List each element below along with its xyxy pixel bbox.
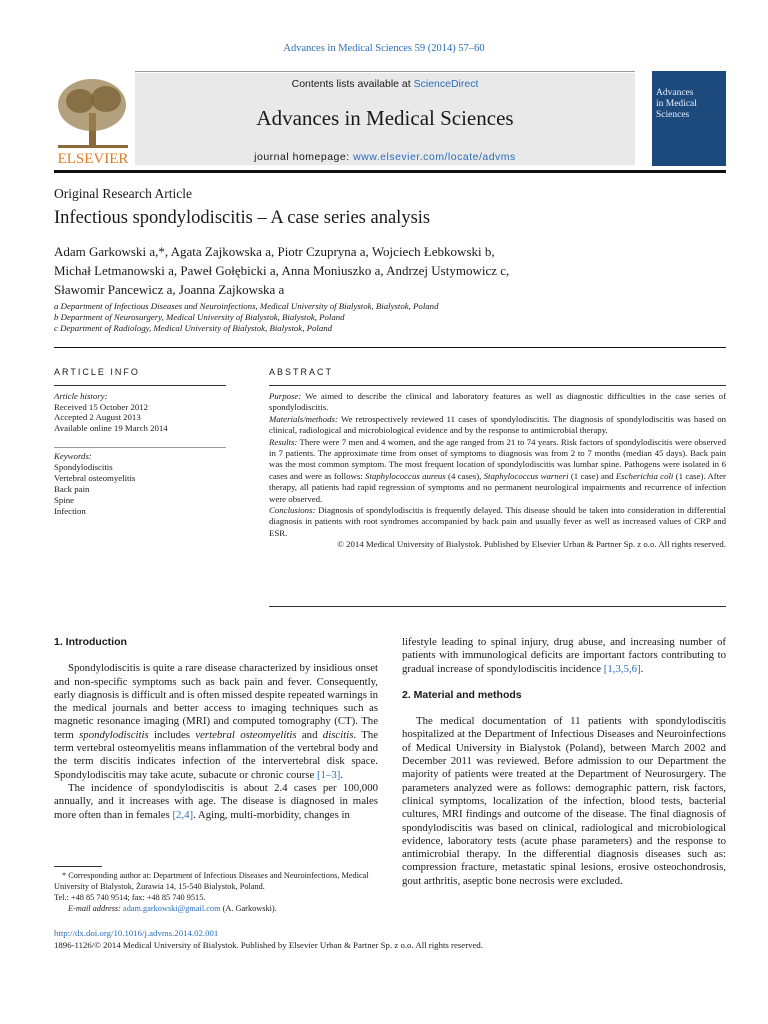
header-divider <box>135 71 635 72</box>
online-date: Available online 19 March 2014 <box>54 422 168 433</box>
keyword: Spondylodiscitis <box>54 462 113 472</box>
author-line: Sławomir Pancewicz a, Joanna Zajkowska a <box>54 282 285 297</box>
citation-link[interactable]: [2,4] <box>172 808 194 821</box>
abstract-heading: ABSTRACT <box>269 367 334 377</box>
history-label: Article history: <box>54 391 108 401</box>
keyword: Vertebral osteomyelitis <box>54 473 136 483</box>
contents-line <box>135 78 635 90</box>
abstract-copyright: © 2014 Medical University of Bialystok. Published by Elsevier Urban & Partner Sp. z o.o. All rights reserved. <box>337 539 726 550</box>
homepage-link[interactable]: www.elsevier.com/locate/advms <box>353 151 516 163</box>
article-info-rule <box>54 385 226 386</box>
keyword: Infection <box>54 506 86 516</box>
author-line: Michał Letmanowski a, Paweł Gołębicki a, Anna Moniuszko a, Andrzej Ustymowicz c, <box>54 263 510 278</box>
cover-title-line: Sciences <box>656 110 690 120</box>
affiliation-a: a Department of Infectious Diseases and Neuroinfections, Medical University of Bialystok, Bialystok, Poland <box>54 301 439 311</box>
body-paragraph: The incidence of spondylodiscitis is about 2.4 cases per 100,000 annually, and it increases with age. The disease is diagnosed in males more often than in females [2,4]. Aging, multi-morbidity, changes in <box>54 781 378 821</box>
journal-cover-title <box>656 88 697 121</box>
citation-link[interactable]: [1–3] <box>316 768 341 781</box>
section-rule <box>54 347 726 348</box>
publisher-wordmark: ELSEVIER <box>57 151 129 167</box>
doi-link[interactable]: http://dx.doi.org/10.1016/j.advms.2014.02.001 <box>54 928 219 938</box>
article-type: Original Research Article <box>54 186 192 201</box>
body-column-right <box>402 636 726 888</box>
footnote-phone: Tel.: +48 85 740 9514; fax: +48 85 740 9515. <box>54 893 206 902</box>
abstract-rule <box>269 385 726 386</box>
sciencedirect-link[interactable]: ScienceDirect <box>413 78 479 90</box>
cover-title-line: in Medical <box>656 99 697 109</box>
abstract-results: Results: There were 7 men and 4 women, and the age ranged from 21 to 74 years. Risk factors of spondylodiscitis were observed in 7 patients. The approximate time from onset of symptoms to diagnosis was from 2 to 7 months (median 45 days). Back pain was the most common symptom. The most frequent location of spondylodiscitis was lumbar spine. Pathogens were isolated in 6 cases and were as follows: Staphylococcus aureus (4 cases), Staphylococcus warneri (1 case) and Escherichia coli (1 case). After therapy, all patients had rapid regression of symptoms and no permanent neurological impairments and recurrence of infection were observed. <box>269 436 726 504</box>
section-heading-introduction: 1. Introduction <box>54 636 127 648</box>
cover-title-line: Advances <box>656 88 694 98</box>
keywords-label: Keywords: <box>54 451 92 461</box>
body-paragraph: Spondylodiscitis is quite a rare disease characterized by insidious onset and non-specific symptoms such as back pain and fever. Consequently, early diagnosis is difficult and is often missed despite repeated warnings in the medical journals and better access to imaging techniques such as magnetic resonance imaging (MRI) and computed tomography (CT). The term spondylodiscitis includes vertebral osteomyelitis and discitis. The term vertebral osteomyelitis means inflammation of the vertebral body and the term discitis indicates infection of the intervertebral disk space. Spondylodiscitis may take acute, subacute or chronic course [1–3]. <box>54 662 378 781</box>
accepted-date: Accepted 2 August 2013 <box>54 412 141 422</box>
doi-block <box>54 927 483 951</box>
abstract-end-rule <box>269 606 726 607</box>
body-paragraph: The medical documentation of 11 patients with spondylodiscitis hospitalized at the Department of Infectious Diseases and Neuroinfections of Medical University in Bialystok (Poland), between March 2002 and December 2011 was reviewed. Before admission to our Department the majority of patients were treated at the Department of Neurosurgery. The parameters analyzed were as follows: demographic pattern, risk factors, clinical symptoms, localization of the infection, blood tests, bacterial cultures, MRI findings and outcome of the disease. The final diagnosis of spondylodiscitis was based on clinical, radiological and microbiological evidence, laboratory tests (acute phase parameters) and the response to antimicrobial therapy. In the differential diagnosis diseases such as: compression fracture, metastatic spinal lesions, erosive osteochondrosis, gout arthritis, aseptic bone necrosis were excluded. <box>402 715 726 887</box>
elsevier-logo <box>52 75 134 167</box>
keyword: Back pain <box>54 484 90 494</box>
abstract-purpose: Purpose: We aimed to describe the clinical and laboratory features as well as diagnostic difficulties in the case series of spondylodiscitis. <box>269 391 726 413</box>
affiliation-c: c Department of Radiology, Medical University of Bialystok, Bialystok, Poland <box>54 323 333 333</box>
abstract-conclusions: Conclusions: Diagnosis of spondylodiscitis is frequently delayed. This disease should be taken into consideration in differential diagnosis in patients with root syndromes accompanied by back pain and usually fever as well as increased values of CRP and ESR. <box>269 505 726 538</box>
abstract-methods: Materials/methods: We retrospectively reviewed 11 cases of spondylodiscitis. The diagnosis of spondylodiscitis was based on clinical, radiological and microbiological evidence and by the response to antimicrobial therapy. <box>269 413 726 436</box>
email-link[interactable]: adam.garkowski@gmail.com <box>123 904 221 913</box>
keyword: Spine <box>54 495 75 505</box>
corresponding-author-footnote <box>54 870 384 914</box>
keywords-rule <box>54 447 226 448</box>
article-title: Infectious spondylodiscitis – A case series analysis <box>54 208 431 228</box>
citation-link[interactable]: [1,3,5,6] <box>603 662 641 675</box>
article-info-heading: ARTICLE INFO <box>54 367 140 377</box>
header-rule <box>54 170 726 173</box>
section-heading-methods: 2. Material and methods <box>402 688 522 701</box>
author-line: Adam Garkowski a,*, Agata Zajkowska a, Piotr Czupryna a, Wojciech Łebkowski b, <box>54 244 495 259</box>
received-date: Received 15 October 2012 <box>54 401 149 412</box>
affiliation-b: b Department of Neurosurgery, Medical University of Bialystok, Bialystok, Poland <box>54 312 345 322</box>
footnote-email: E-mail address: adam.garkowski@gmail.com (A. Garkowski). <box>68 904 277 913</box>
keywords <box>54 451 226 517</box>
journal-title: Advances in Medical Sciences <box>256 106 514 130</box>
contents-prefix: Contents lists available at <box>291 78 414 90</box>
body-column-left <box>54 636 378 822</box>
footnote-address: * Corresponding author at: Department of Infectious Diseases and Neuroinfections, Medical University of Bialystok, Żurawia 14, 15-540 Bialystok, Poland. <box>54 871 369 891</box>
copyright-line: 1896-1126/© 2014 Medical University of Bialystok. Published by Elsevier Urban & Partner Sp. z o.o. All rights reserved. <box>54 940 484 950</box>
journal-homepage <box>135 151 635 163</box>
homepage-prefix: journal homepage: <box>254 151 354 163</box>
footnote-rule <box>54 866 102 867</box>
body-paragraph: lifestyle leading to spinal injury, drug abuse, and increasing number of patients with immunological deficits are important factors contributing to gradual increase of spondylodiscitis incidence [1,3,5,6]. <box>402 636 726 675</box>
abstract-text <box>269 391 726 551</box>
author-list <box>54 242 734 299</box>
affiliations <box>54 301 734 334</box>
journal-reference[interactable]: Advances in Medical Sciences 59 (2014) 57–60 <box>283 43 485 54</box>
article-history <box>54 391 226 433</box>
